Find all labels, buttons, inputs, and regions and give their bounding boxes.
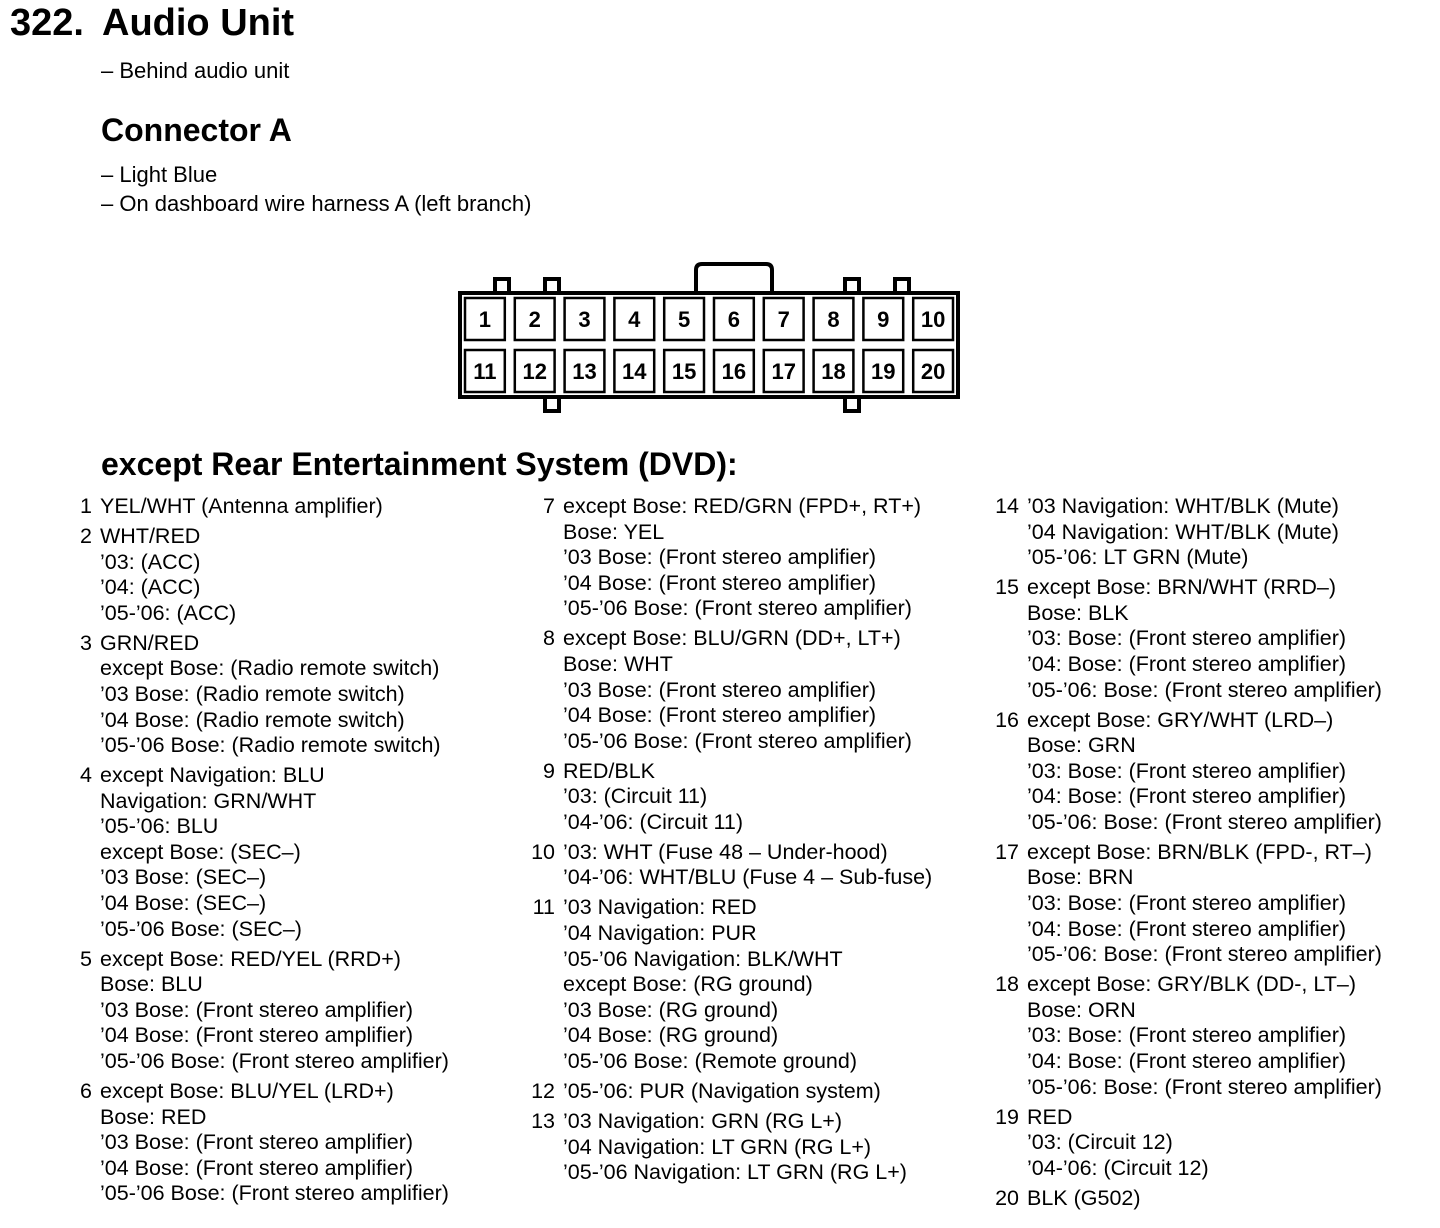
pin-label-7: 7 (777, 307, 790, 332)
pin-entry-19 (991, 1105, 1382, 1182)
pin-label-4: 4 (628, 307, 641, 332)
pin-description-line: Bose: YEL (563, 519, 665, 544)
pin-description-line: ’05-’06 Navigation: BLK/WHT (563, 946, 843, 971)
pin-description (1027, 1105, 1209, 1182)
pin-entry-13 (527, 1109, 932, 1186)
pin-description-line: ’04 Bose: (Front stereo amplifier) (563, 703, 877, 728)
pin-description-line: except Bose: BRN/BLK (FPD-, RT–) (1027, 839, 1372, 864)
pin-number: 4 (80, 763, 92, 788)
pin-label-15: 15 (671, 359, 697, 384)
pin-description (563, 494, 921, 622)
pin-number: 14 (995, 494, 1019, 518)
pin-label-11: 11 (473, 359, 497, 384)
pin-description-line: ’04 Bose: (Front stereo amplifier) (100, 1023, 414, 1048)
pin-description-line: ’04 Navigation: LT GRN (RG L+) (563, 1134, 872, 1159)
pin-description-line: Navigation: GRN/WHT (100, 788, 317, 813)
pin-description (100, 763, 325, 942)
pin-description-line: ’03: (Circuit 12) (1027, 1130, 1173, 1155)
pin-description-line: ’03: Bose: (Front stereo amplifier) (1027, 891, 1347, 916)
pin-number: 2 (80, 523, 92, 548)
pin-description-line: GRN/RED (100, 630, 200, 655)
pin-description-line: ’05-’06: Bose: (Front stereo amplifier) (1027, 809, 1382, 834)
pin-label-10: 10 (920, 307, 946, 332)
pin-description-line: ’04 Bose: (SEC–) (100, 891, 267, 916)
pin-description-line: ’03 Bose: (Front stereo amplifier) (100, 1130, 414, 1155)
pin-description-line: except Bose: (Radio remote switch) (100, 656, 440, 681)
pin-description-line: except Bose: BRN/WHT (RRD–) (1027, 575, 1337, 600)
pin-label-13: 13 (572, 359, 597, 384)
pin-label-3: 3 (578, 307, 591, 332)
pin-description (563, 1109, 907, 1186)
pin-description-line: ’03 Navigation: GRN (RG L+) (563, 1109, 843, 1133)
pin-description-line: ’04 Navigation: PUR (563, 921, 757, 946)
pin-description (100, 524, 236, 626)
pin-entry-17 (991, 840, 1382, 968)
pin-description (1027, 575, 1382, 703)
pin-number: 7 (543, 494, 555, 518)
pin-description-line: ’05-’06 Bose: (Front stereo amplifier) (100, 1049, 449, 1074)
connector-color: – Light Blue (101, 162, 218, 187)
pin-entry-16 (991, 708, 1382, 836)
pin-number: 12 (531, 1079, 555, 1104)
pin-description (100, 631, 441, 759)
pin-description-line: ’03: (ACC) (100, 549, 201, 574)
pin-description-line: ’03: Bose: (Front stereo amplifier) (1027, 758, 1347, 783)
pin-description-line: Bose: WHT (563, 651, 673, 676)
pin-number: 17 (995, 839, 1019, 864)
pin-entry-3 (64, 631, 449, 759)
pin-description-line: ’03 Bose: (SEC–) (100, 865, 267, 890)
pin-description (1027, 972, 1382, 1100)
connector-tab (545, 279, 559, 293)
pin-description-line: ’05-’06: (ACC) (100, 600, 237, 625)
pin-description-line: ’04: Bose: (Front stereo amplifier) (1027, 916, 1347, 941)
pin-description (100, 947, 449, 1075)
pin-description-line: Bose: RED (100, 1104, 207, 1129)
pin-entry-2 (64, 524, 449, 626)
pin-label-19: 19 (871, 359, 896, 384)
pin-entry-10 (527, 840, 932, 891)
pin-label-16: 16 (721, 359, 747, 384)
pin-description-line: ’04 Bose: (RG ground) (563, 1023, 779, 1048)
pin-description-line: except Bose: RED/GRN (FPD+, RT+) (563, 494, 922, 518)
pin-description-line: RED (1027, 1104, 1073, 1129)
pin-description-line: ’04: Bose: (Front stereo amplifier) (1027, 651, 1347, 676)
pin-description-line: RED/BLK (563, 758, 656, 783)
pin-description-line: Bose: BRN (1027, 865, 1134, 890)
pin-entry-1 (64, 494, 449, 520)
pin-description-line: ’04-’06: (Circuit 12) (1027, 1155, 1209, 1180)
pin-number: 19 (995, 1104, 1019, 1129)
pin-description-line: ’03: Bose: (Front stereo amplifier) (1027, 626, 1347, 651)
pin-description-line: except Bose: BLU/YEL (LRD+) (100, 1079, 394, 1104)
pin-label-14: 14 (622, 359, 647, 384)
pin-number: 8 (543, 626, 555, 651)
pin-description-line: ’03 Navigation: RED (563, 895, 757, 920)
pin-description (563, 626, 912, 754)
pin-description-line: except Bose: (SEC–) (100, 839, 301, 864)
pin-number: 15 (995, 575, 1019, 600)
pin-description-line: except Bose: RED/YEL (RRD+) (100, 946, 401, 971)
pin-entry-5 (64, 947, 449, 1075)
pin-description-line: Bose: BLK (1027, 600, 1129, 625)
pin-label-17: 17 (771, 359, 796, 384)
pin-label-18: 18 (821, 359, 846, 384)
pin-description-line: Bose: ORN (1027, 997, 1136, 1022)
pin-description-line: ’04: Bose: (Front stereo amplifier) (1027, 1049, 1347, 1074)
pin-description-line: ’04 Bose: (Radio remote switch) (100, 707, 405, 732)
connector-details (101, 160, 531, 218)
pin-entry-7 (527, 494, 932, 622)
pin-entry-4 (64, 763, 449, 942)
pin-description-line: ’04 Navigation: WHT/BLK (Mute) (1027, 519, 1339, 544)
page-title (10, 2, 294, 45)
component-name: Audio Unit (102, 2, 295, 44)
pin-description-line: ’03 Bose: (Front stereo amplifier) (100, 997, 414, 1022)
pin-number: 16 (995, 707, 1019, 732)
pin-description-line: ’05-’06: LT GRN (Mute) (1027, 545, 1249, 570)
pin-label-6: 6 (727, 307, 741, 332)
section-heading: except Rear Entertainment System (DVD): (101, 446, 738, 482)
pin-description (1027, 494, 1339, 571)
pin-number: 10 (531, 839, 555, 864)
pin-number: 9 (543, 758, 555, 783)
pin-description (563, 840, 932, 891)
pin-description-line: except Bose: BLU/GRN (DD+, LT+) (563, 626, 901, 651)
pin-label-1: 1 (478, 307, 492, 332)
pin-description-line: ’05-’06 Bose: (Radio remote switch) (100, 733, 441, 758)
connector-tab (495, 279, 509, 293)
pin-description-line: BLK (G502) (1027, 1185, 1141, 1210)
pin-label-12: 12 (522, 359, 547, 384)
pin-description-line: ’03: Bose: (Front stereo amplifier) (1027, 1023, 1347, 1048)
pin-label-5: 5 (677, 307, 691, 332)
pin-description (1027, 840, 1382, 968)
connector-tab (845, 397, 859, 411)
pin-label-9: 9 (877, 307, 890, 332)
pin-description-line: ’05-’06 Bose: (SEC–) (100, 916, 302, 941)
pin-column-1 (64, 494, 449, 1211)
connector-title: Connector A (101, 112, 292, 148)
connector-diagram (452, 260, 972, 420)
pin-entry-20 (991, 1186, 1382, 1212)
pin-description-line: ’03 Bose: (Front stereo amplifier) (563, 677, 877, 702)
pin-description-line: ’04: (ACC) (100, 575, 201, 600)
pin-number: 3 (80, 630, 92, 655)
pin-description-line: ’04 Bose: (Front stereo amplifier) (563, 570, 877, 595)
pin-number: 13 (531, 1109, 555, 1133)
pin-entry-8 (527, 626, 932, 754)
pin-description (100, 1079, 449, 1207)
pin-description-line: ’05-’06: PUR (Navigation system) (563, 1079, 881, 1104)
pin-description-line: ’03 Bose: (RG ground) (563, 997, 779, 1022)
pin-entry-12 (527, 1079, 932, 1105)
pin-description-line: ’05-’06: Bose: (Front stereo amplifier) (1027, 677, 1382, 702)
pin-description-line: Bose: GRN (1027, 733, 1136, 758)
pin-description-line: YEL/WHT (Antenna amplifier) (100, 494, 383, 518)
pin-description-line: ’05-’06 Bose: (Front stereo amplifier) (100, 1181, 449, 1206)
connector-harness: – On dashboard wire harness A (left branch) (101, 191, 532, 216)
pin-description-line: except Bose: GRY/WHT (LRD–) (1027, 707, 1334, 732)
pin-description-line: ’05-’06: Bose: (Front stereo amplifier) (1027, 942, 1382, 967)
pin-description-line: ’05-’06: Bose: (Front stereo amplifier) (1027, 1074, 1382, 1099)
pin-description-line: ’03 Navigation: WHT/BLK (Mute) (1027, 494, 1339, 518)
pin-label-8: 8 (827, 307, 840, 332)
component-location: – Behind audio unit (101, 58, 290, 83)
pin-number: 18 (995, 972, 1019, 997)
pin-description (100, 494, 383, 520)
connector-tab (895, 279, 909, 293)
pin-description-line: ’03 Bose: (Front stereo amplifier) (563, 545, 877, 570)
pin-entry-6 (64, 1079, 449, 1207)
pin-number: 11 (532, 895, 555, 920)
pin-description-line: ’03: (Circuit 11) (563, 784, 708, 809)
pin-description (1027, 708, 1382, 836)
pin-description-line: except Bose: GRY/BLK (DD-, LT–) (1027, 972, 1356, 997)
pin-description-line: ’04-’06: (Circuit 11) (563, 809, 744, 834)
pin-number: 20 (995, 1185, 1019, 1210)
pin-description-line: ’05-’06 Bose: (Front stereo amplifier) (563, 728, 912, 753)
pin-description-line: ’04-’06: WHT/BLU (Fuse 4 – Sub-fuse) (563, 865, 933, 890)
pin-description-line: Bose: BLU (100, 972, 203, 997)
pin-description-line: except Navigation: BLU (100, 763, 325, 788)
connector-tab (845, 279, 859, 293)
pin-column-2 (527, 494, 932, 1190)
pin-number: 1 (80, 494, 92, 518)
pin-description (563, 759, 743, 836)
connector-latch (696, 264, 772, 293)
pin-label-20: 20 (920, 359, 946, 384)
pin-column-3 (991, 494, 1382, 1216)
section-number: 322. (10, 2, 84, 44)
pin-description (1027, 1186, 1141, 1212)
connector-tab (545, 397, 559, 411)
pin-description-line: ’04 Bose: (Front stereo amplifier) (100, 1155, 414, 1180)
pin-description-line: except Bose: (RG ground) (563, 972, 813, 997)
pin-description-line: ’03 Bose: (Radio remote switch) (100, 681, 405, 706)
pin-description-line: ’05-’06 Bose: (Remote ground) (563, 1049, 857, 1074)
pin-entry-9 (527, 759, 932, 836)
pin-description-line: ’04: Bose: (Front stereo amplifier) (1027, 784, 1347, 809)
pin-description (563, 895, 857, 1074)
pin-label-2: 2 (528, 307, 541, 332)
pin-description (563, 1079, 881, 1105)
pin-entry-11 (527, 895, 932, 1074)
pin-description-line: ’05-’06: BLU (100, 814, 219, 839)
pin-description-line: WHT/RED (100, 523, 201, 548)
pin-description-line: ’05-’06 Bose: (Front stereo amplifier) (563, 596, 912, 621)
pin-number: 6 (80, 1079, 92, 1104)
pin-entry-15 (991, 575, 1382, 703)
pin-number: 5 (80, 946, 92, 971)
pin-entry-18 (991, 972, 1382, 1100)
pin-entry-14 (991, 494, 1382, 571)
pin-description-line: ’05-’06 Navigation: LT GRN (RG L+) (563, 1160, 907, 1185)
pin-description-line: ’03: WHT (Fuse 48 – Under-hood) (563, 839, 888, 864)
